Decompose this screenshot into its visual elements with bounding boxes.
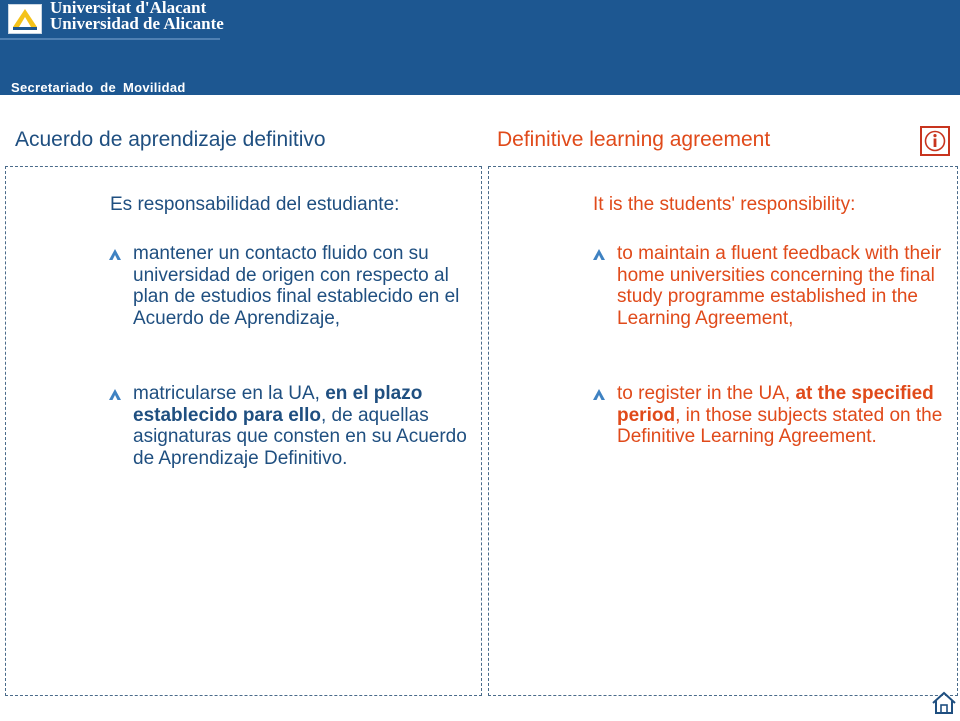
university-logo-icon [8, 4, 42, 34]
university-name [50, 0, 224, 32]
bullet-english-2-bold: at the specified period [617, 383, 934, 426]
bullet-english-2-end: , in those subjects stated on the Definitive Learning Agreement. [617, 404, 943, 447]
lead-spanish: Es responsabilidad del estudiante: [110, 194, 400, 215]
bullet-spanish-1-text: mantener un contacto fluido con su universidad de origen con respecto al plan de estudios final establecido en el Acuerdo de Aprendizaje, [133, 243, 460, 329]
bullet-english-1 [617, 243, 947, 329]
bullet-english-2-start: to register in the UA, [617, 383, 796, 404]
home-button[interactable] [930, 690, 958, 716]
bullet-arrow-icon [107, 386, 123, 402]
bullet-arrow-icon [591, 246, 607, 262]
home-icon [930, 690, 958, 716]
bullet-arrow-icon [107, 246, 123, 262]
title-spanish: Acuerdo de aprendizaje definitivo [15, 128, 326, 151]
university-name-line2: Universidad de Alicante [50, 14, 224, 33]
title-english: Definitive learning agreement [497, 128, 771, 151]
bullet-english-1-text: to maintain a fluent feedback with their home universities concerning the final study programme established in the Learning Agreement, [617, 243, 942, 329]
bullet-english-2 [617, 383, 947, 448]
info-icon [922, 128, 948, 154]
bullet-spanish-2-start: matricularse en la UA, [133, 383, 326, 404]
header-separator [0, 38, 220, 40]
bullet-arrow-icon [591, 386, 607, 402]
bullet-spanish-2-end: , de aquellas asignaturas que consten en su Acuerdo de Aprendizaje Definitivo. [133, 404, 467, 469]
bullet-spanish-2 [133, 383, 475, 469]
bullet-spanish-1 [133, 243, 475, 329]
header-banner [0, 0, 960, 95]
lead-english: It is the students' responsibility: [593, 194, 856, 215]
info-button[interactable] [920, 126, 950, 156]
section-title: Secretariado de Movilidad [11, 80, 186, 95]
bullet-spanish-2-bold: en el plazo establecido para ello [133, 383, 423, 426]
university-name-line1: Universitat d'Alacant [50, 0, 207, 17]
